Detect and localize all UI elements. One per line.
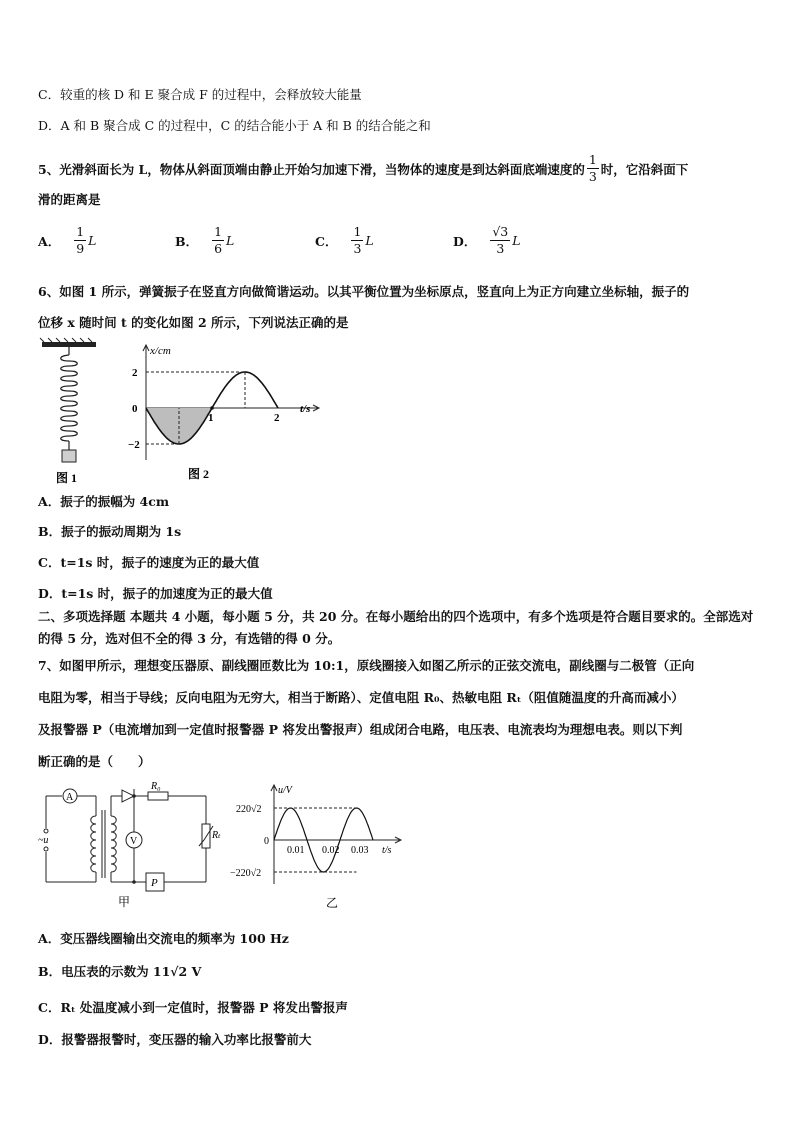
q7-option-c: C．Rₜ 处温度减小到一定值时，报警器 P 将发出警报声	[38, 1000, 348, 1015]
q5-fraction-num: 1	[588, 152, 597, 167]
r0-label: R₀	[151, 781, 161, 792]
y-tick-2: 2	[132, 367, 138, 379]
q6-stem-line2: 位移 x 随时间 t 的变化如图 2 所示，下列说法正确的是	[38, 315, 349, 330]
q5-choice-c: C． $\frac{1}{3}$ L	[315, 224, 374, 256]
q4-option-c: C．较重的核 D 和 E 聚合成 F 的过程中，会释放较大能量	[38, 87, 362, 102]
q6-option-c: C．t=1s 时，振子的速度为正的最大值	[38, 555, 260, 570]
u-tick-top: 220√2	[236, 804, 262, 815]
q4-option-d: D．A 和 B 聚合成 C 的过程中，C 的结合能小于 A 和 B 的结合能之和	[38, 118, 431, 133]
x-tick-2: 2	[274, 412, 280, 424]
y-tick-neg2: −2	[128, 439, 140, 451]
source-label: ~u	[38, 835, 49, 846]
q7-stem-line1: 7、如图甲所示，理想变压器原、副线圈匝数比为 10:1，原线圈接入如图乙所示的正弦交流电，副线圈与二极管（正向	[38, 658, 695, 673]
q5-choice-d: D． $\frac{√3}{3}$ L	[453, 224, 521, 256]
displacement-time-graph	[128, 342, 328, 482]
q5-fraction	[587, 152, 599, 185]
circuit-caption: 甲	[118, 895, 131, 909]
q5-stem-text: 5、光滑斜面长为 L，物体从斜面顶端由静止开始匀加速下滑，当物体的速度是到达斜面底端速度的	[38, 161, 585, 177]
t-tick-001: 0.01	[287, 845, 305, 856]
u-tick-bottom: −220√2	[230, 868, 262, 879]
r0-resistor	[148, 792, 168, 800]
ammeter-label: A	[66, 792, 74, 803]
fig2-label: 图 2	[188, 467, 210, 481]
voltmeter-label: V	[130, 836, 138, 847]
q7-option-b: B．电压表的示数为 11√2 V	[38, 964, 202, 979]
q6-option-a: A．振子的振幅为 4cm	[38, 494, 170, 509]
q6-option-b: B．振子的振动周期为 1s	[38, 524, 182, 539]
y-tick-0: 0	[132, 403, 138, 415]
diode-icon	[122, 790, 134, 802]
t-tick-003: 0.03	[351, 845, 369, 856]
q5-stem	[38, 152, 688, 185]
section2-heading: 二、多项选择题 本题共 4 小题，每小题 5 分，共 20 分。在每小题给出的四个选项中，有多个选项是符合题目要求的。全部选对的得 5 分，选对但不全的得 3 分，有选错的得 0 分。	[38, 609, 754, 646]
primary-coil	[91, 816, 96, 872]
q5-stem-line2: 滑的距离是	[38, 192, 101, 207]
x-tick-1: 1	[208, 412, 214, 424]
y-axis-label: x/cm	[150, 345, 171, 357]
oscillator-block	[62, 450, 76, 462]
ceiling-bar	[42, 342, 96, 347]
ac-voltage-waveform	[228, 780, 408, 910]
spring-oscillator-figure	[38, 338, 108, 486]
x-axis-label: t/s	[300, 403, 311, 415]
spring-coil	[61, 355, 78, 441]
fig1-label: 图 1	[56, 471, 78, 485]
q7-option-a: A．变压器线圈输出交流电的频率为 100 Hz	[38, 931, 289, 946]
transformer-circuit-diagram	[38, 780, 221, 910]
secondary-coil	[111, 816, 116, 872]
q5-stem-tail: 时，它沿斜面下	[600, 161, 689, 177]
t-tick-002: 0.02	[322, 845, 340, 856]
rt-label: Rₜ	[212, 830, 221, 841]
wave-caption: 乙	[326, 896, 339, 910]
q7-option-d: D．报警器报警时，变压器的输入功率比报警前大	[38, 1032, 312, 1047]
u-tick-zero: 0	[264, 836, 269, 847]
alarm-label: P	[151, 877, 158, 889]
ceiling-hatch	[40, 338, 92, 342]
u-axis-label: u/V	[278, 785, 292, 796]
t-axis-label: t/s	[382, 845, 392, 856]
q7-stem-line4: 断正确的是（ ）	[38, 754, 151, 769]
q5-choice-a: A． $\frac{1}{9}$ L	[38, 224, 97, 256]
q5-choice-b: B． $\frac{1}{6}$ L	[175, 224, 235, 256]
q7-stem-line3: 及报警器 P（电流增加到一定值时报警器 P 将发出警报声）组成闭合电路，电压表、电流表均为理想电表。则以下判	[38, 722, 683, 737]
q6-stem-line1: 6、如图 1 所示，弹簧振子在竖直方向做简谐运动。以其平衡位置为坐标原点，竖直向上为正方向建立坐标轴，振子的	[38, 284, 690, 299]
point-t1	[210, 406, 214, 410]
q7-stem-line2: 电阻为零，相当于导线；反向电阻为无穷大，相当于断路）、定值电阻 R₀、热敏电阻 Rₜ（阻值随温度的升高而减小）	[38, 690, 684, 705]
q6-option-d: D．t=1s 时，振子的加速度为正的最大值	[38, 586, 273, 601]
q5-fraction-den: 3	[588, 169, 597, 184]
